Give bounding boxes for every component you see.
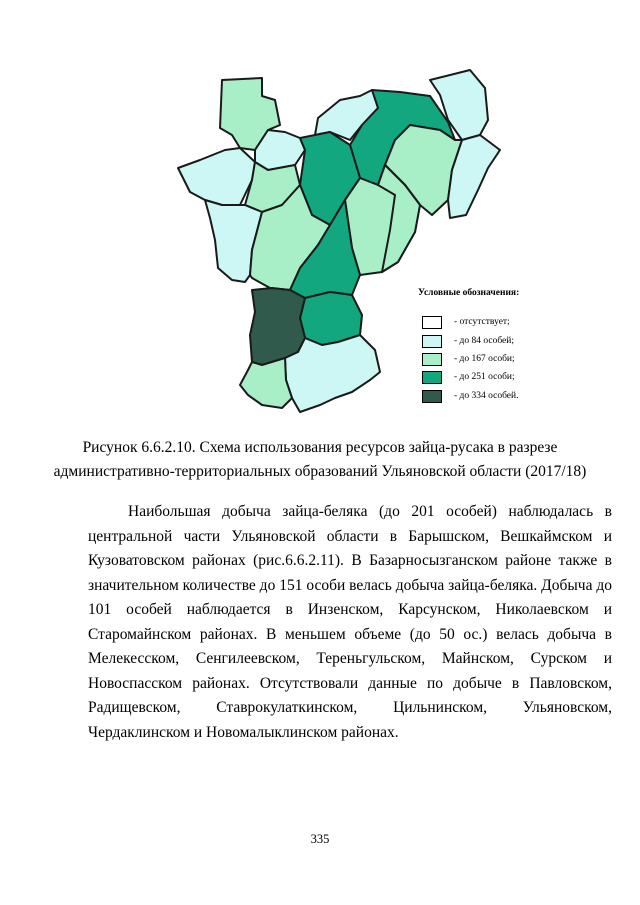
legend-label: - до 334 особей. (454, 391, 519, 401)
legend-swatch (422, 316, 442, 329)
legend-swatch (422, 371, 442, 384)
legend-label: - до 167 особи; (454, 354, 515, 364)
legend-label: - отсутствует; (454, 317, 510, 327)
legend-item (422, 371, 622, 385)
legend-item (422, 390, 622, 404)
legend-title: Условные обозначения: (418, 288, 520, 298)
district-map (170, 68, 560, 420)
figure-caption-line2: административно-территориальных образований Ульяновской области (2017/18) (53, 463, 587, 480)
district-w2 (178, 148, 255, 205)
legend-label: - до 84 особей; (454, 336, 514, 346)
legend-item (422, 353, 622, 367)
legend-swatch (422, 335, 442, 348)
figure-caption-line1: Рисунок 6.6.2.10. Схема использования ресурсов зайца-русака в разрезе (82, 439, 558, 456)
legend-label: - до 251 особи; (454, 372, 515, 382)
legend-item (422, 335, 622, 349)
body-text (88, 500, 612, 745)
page-number: 335 (310, 832, 330, 846)
district-sw3 (240, 358, 292, 408)
legend-swatch (422, 390, 442, 403)
body-paragraph: Наибольшая добыча зайца-беляка (до 201 особей) наблюдалась в центральной части Ульяновской области в Барышском, Вешкаймском и Кузоватовском районах (рис.6.6.2.11). В Базарносызганском районе также в значительном количестве до 151 особи велась добыча зайца-беляка. Добыча до 101 особей наблюдается в Инзенском, Карсунском, Николаевском и Старомайнском районах. В меньшем объеме (до 50 ос.) велась добыча в Мелекесском, Сенгилеевском, Тереньгульском, Майнском, Сурском и Новоспасском районах. Отсутствовали данные по добыче в Павловском, Радищевском, Ставрокулаткинском, Цильнинском, Ульяновском, Чердаклинском и Новомалыклинском районах. (88, 503, 612, 741)
legend-item (422, 316, 622, 330)
legend-swatch (422, 353, 442, 366)
